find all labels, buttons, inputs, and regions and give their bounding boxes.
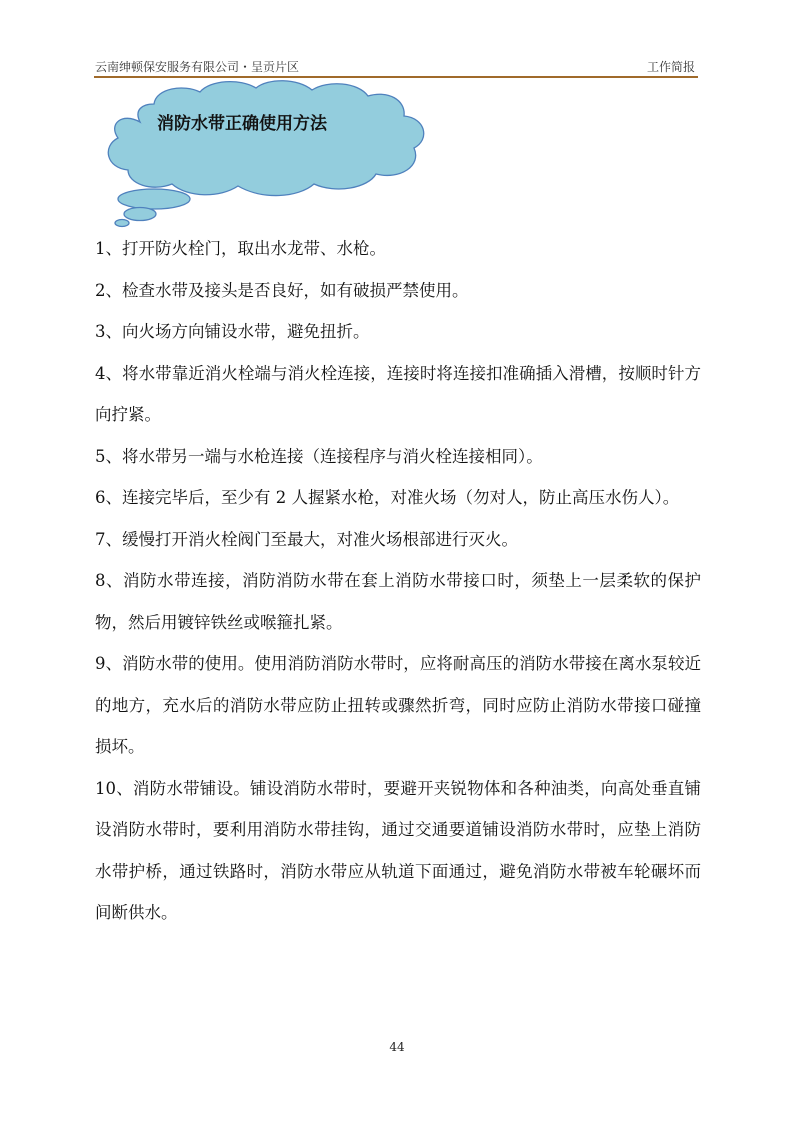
callout-title: 消防水带正确使用方法 [157,114,327,134]
cloud-callout-icon [100,80,430,230]
instruction-list [95,228,701,934]
step-item: 1、打开防火栓门，取出水龙带、水枪。 [95,239,386,258]
page-number: 44 [389,1040,405,1054]
step-item: 8、消防水带连接，消防消防水带在套上消防水带接口时，须垫上一层柔软的保护物，然后用镀锌铁丝或喉箍扎紧。 [95,571,701,632]
step-item: 10、消防水带铺设。铺设消防水带时，要避开夹锐物体和各种油类，向高处垂直铺设消防水带时，要利用消防水带挂钩，通过交通要道铺设消防水带时，应垫上消防水带护桥，通过铁路时，消防水带应从轨道下面通过，避免消防水带被车轮碾坏而间断供水。 [95,778,701,922]
header-divider [94,76,698,78]
step-item: 2、检查水带及接头是否良好，如有破损严禁使用。 [95,280,469,300]
step-item: 9、消防水带的使用。使用消防消防水带时，应将耐高压的消防水带接在离水泵较近的地方，充水后的消防水带应防止扭转或骤然折弯，同时应防止消防水带接口碰撞损坏。 [95,654,701,756]
page-header [95,58,695,76]
header-publication: 工作简报 [646,60,695,74]
step-item: 6、连接完毕后，至少有 2 人握紧水枪，对准火场（勿对人，防止高压水伤人）。 [95,488,680,507]
step-item: 7、缓慢打开消火栓阀门至最大，对准火场根部进行灭火。 [95,529,518,549]
header-company: 云南绅顿保安服务有限公司・呈贡片区 [95,60,300,74]
step-item: 3、向火场方向铺设水带，避免扭折。 [95,322,370,341]
step-item: 5、将水带另一端与水枪连接（连接程序与消火栓连接相同）。 [95,446,543,466]
step-item: 4、将水带靠近消火栓端与消火栓连接，连接时将连接扣准确插入滑槽，按顺时针方向拧紧。 [95,363,701,424]
